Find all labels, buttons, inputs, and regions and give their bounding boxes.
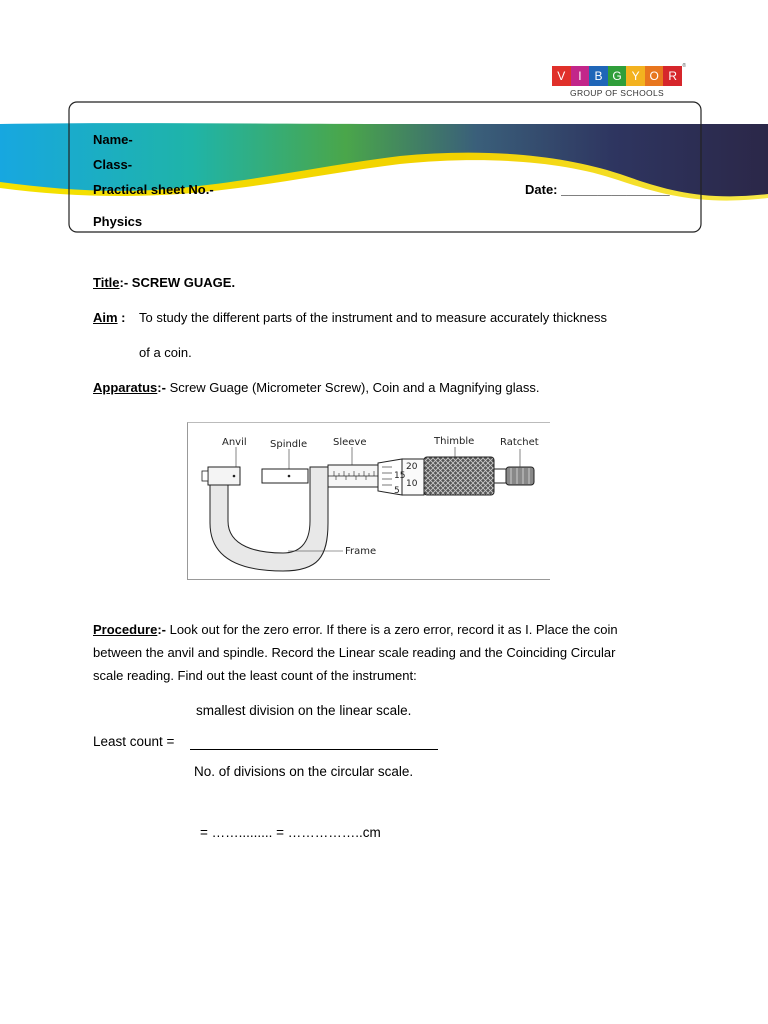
apparatus-text: Screw Guage (Micrometer Screw), Coin and a Magnifying glass. [165,380,540,395]
logo-trademark: ® [682,63,686,69]
apparatus-label: Apparatus [93,380,158,395]
logo-letter: O [645,66,664,86]
logo-letter: R [663,66,682,86]
procedure-label: Procedure [93,622,158,637]
spindle-shape [262,469,308,483]
thimble-shape [424,457,494,495]
procedure-text-2: between the anvil and spindle. Record the Linear scale reading and the Coinciding Circular [93,645,616,660]
vibgyor-logo [552,63,686,98]
logo-letter: Y [626,66,645,86]
label-frame: Frame [345,546,377,557]
fraction-bar [190,749,438,750]
label-anvil: Anvil [222,437,247,448]
formula-result: = ……......... = ……………..cm [200,825,381,840]
label-sleeve: Sleeve [333,437,367,448]
aim-label: Aim [93,310,118,325]
logo-letter: B [589,66,608,86]
aim-line-1 [93,310,126,325]
logo-letter: I [571,66,590,86]
apparatus-line [93,380,540,395]
aim-text-2: of a coin. [139,345,192,360]
label-ratchet: Ratchet [500,437,539,448]
date-label: Date: _______________ [525,182,670,197]
procedure-suffix: :- [157,622,166,637]
least-count-label: Least count = [93,734,175,749]
aim-text-1: To study the different parts of the instrument and to measure accurately thickness [139,310,608,325]
formula-denominator: No. of divisions on the circular scale. [194,764,414,779]
apparatus-suffix: :- [157,380,166,395]
logo-letter: V [552,66,571,86]
title-text: :- SCREW GUAGE. [119,275,236,290]
logo-letters [552,66,682,86]
title-label: Title [93,275,120,290]
scale-number-10: 10 [406,479,418,489]
name-label: Name- [93,132,133,147]
scale-number-15: 15 [394,471,406,481]
scale-number-20: 20 [406,462,418,472]
scale-number-5: 5 [394,486,400,496]
procedure-text-3: scale reading. Find out the least count of the instrument: [93,668,417,683]
class-label: Class- [93,157,133,172]
title-line [93,275,235,290]
practical-sheet-label: Practical sheet No.- [93,182,214,197]
screw-gauge-diagram [187,422,550,580]
subject-label: Physics [93,214,143,229]
label-thimble: Thimble [434,436,475,447]
procedure-text-1: Look out for the zero error. If there is a zero error, record it as I. Place the coin [165,622,618,637]
screw-gauge-drawing [188,423,550,579]
label-spindle: Spindle [270,439,308,450]
formula-numerator: smallest division on the linear scale. [196,703,412,718]
ratchet-shape [494,469,506,483]
logo-subtitle: GROUP OF SCHOOLS [570,88,664,98]
procedure-line-1 [93,622,618,637]
logo-letter: G [608,66,627,86]
aim-colon: : [117,310,126,325]
